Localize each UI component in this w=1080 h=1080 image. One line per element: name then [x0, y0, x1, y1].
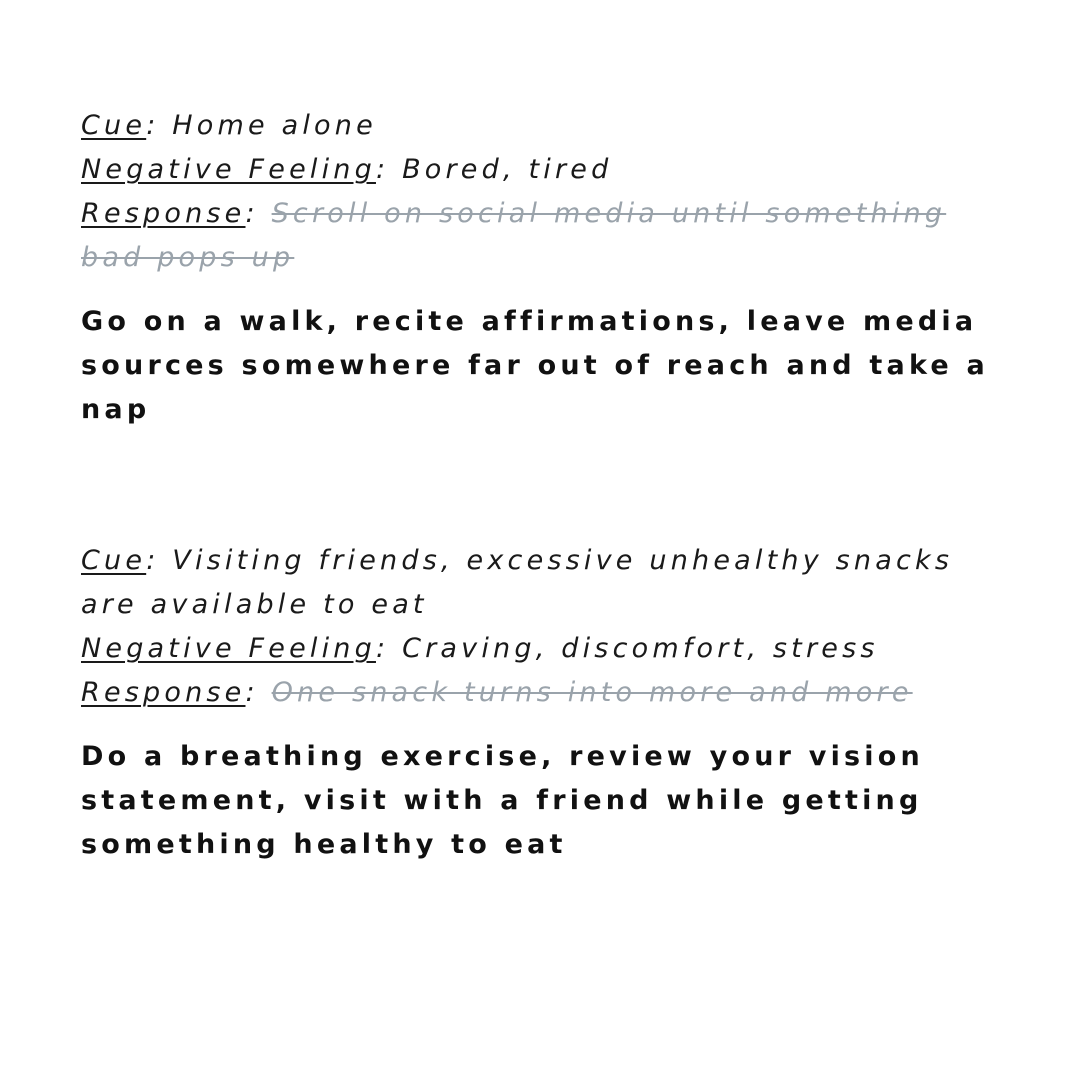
- old-response-struck: One snack turns into more and more: [271, 677, 913, 708]
- separator: :: [146, 110, 173, 141]
- cue-label: Cue: [81, 545, 147, 576]
- response-line: [81, 192, 1001, 280]
- cue-line: [81, 539, 1001, 627]
- new-response: Go on a walk, recite affirmations, leave media sources somewhere far out of reach and take a nap: [81, 306, 989, 425]
- response-line: [81, 671, 1001, 715]
- habit-entry-1: [81, 104, 1001, 432]
- cue-value: Visiting friends, excessive unhealthy snacks are available to eat: [81, 545, 954, 620]
- cue-value: Home alone: [172, 110, 377, 141]
- feeling-line: [81, 627, 1001, 671]
- response-label: Response: [81, 677, 246, 708]
- response-label: Response: [81, 198, 246, 229]
- separator: :: [146, 545, 173, 576]
- cue-label: Cue: [81, 110, 147, 141]
- habit-entry-2: [81, 539, 1001, 867]
- separator: :: [245, 198, 272, 229]
- old-response-struck: Scroll on social media until something bad pops up: [81, 198, 947, 273]
- new-response: Do a breathing exercise, review your vision statement, visit with a friend while getting something healthy to eat: [81, 741, 924, 860]
- feeling-value: Bored, tired: [402, 154, 613, 185]
- separator: :: [375, 154, 403, 185]
- cue-line: [81, 104, 1001, 148]
- feeling-label: Negative Feeling: [81, 154, 376, 185]
- feeling-line: [81, 148, 1001, 192]
- separator: :: [245, 677, 272, 708]
- feeling-value: Craving, discomfort, stress: [402, 633, 879, 664]
- feeling-label: Negative Feeling: [81, 633, 376, 664]
- separator: :: [375, 633, 403, 664]
